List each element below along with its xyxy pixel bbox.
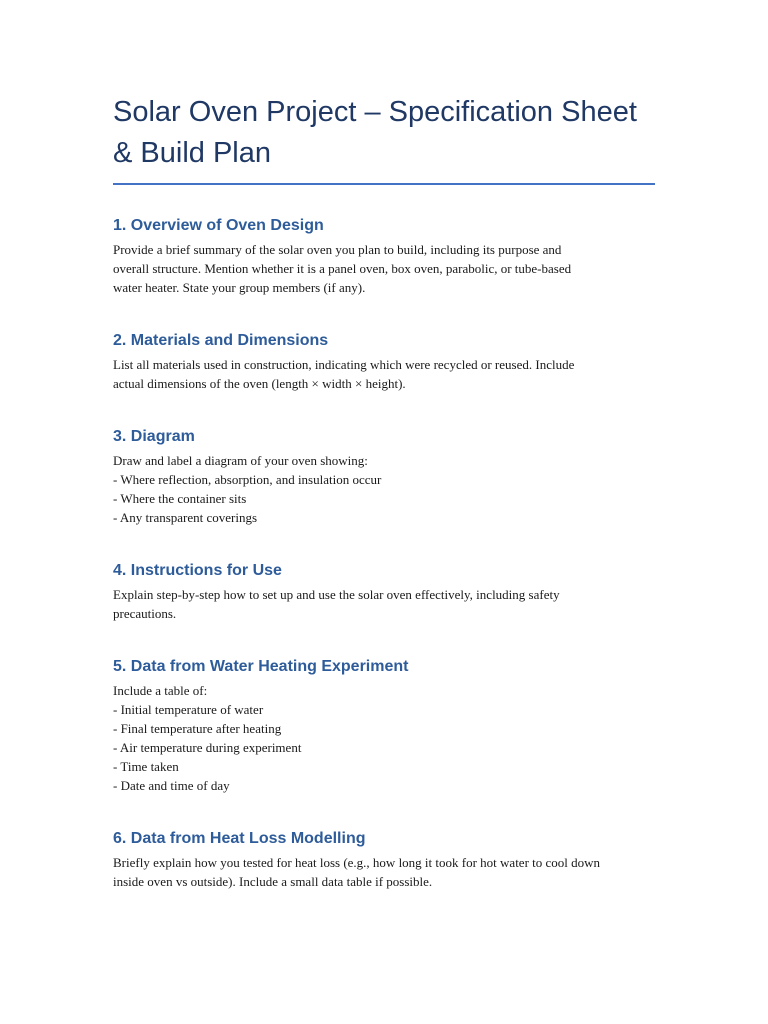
body-line: Draw and label a diagram of your oven showing: [113,453,368,468]
body-line: - Where reflection, absorption, and insulation occur [113,472,382,487]
section-body [113,355,655,393]
section-overview [113,215,655,297]
body-line: precautions. [113,606,177,621]
body-line: Include a table of: [113,683,208,698]
section-body [113,853,655,891]
body-line: overall structure. Mention whether it is a panel oven, box oven, parabolic, or tube-based [113,261,572,276]
section-instructions [113,560,655,623]
body-line: - Initial temperature of water [113,702,264,717]
body-line: - Air temperature during experiment [113,740,302,755]
section-materials [113,330,655,393]
section-heading: 5. Data from Water Heating Experiment [113,658,409,675]
section-body [113,240,655,297]
section-body [113,681,655,795]
body-line: water heater. State your group members (if any). [113,280,366,295]
body-line: Briefly explain how you tested for heat loss (e.g., how long it took for hot water to cool down [113,855,601,870]
body-line: - Final temperature after heating [113,721,282,736]
body-line: - Any transparent coverings [113,510,258,525]
document-title: Solar Oven Project – Specification Sheet & Build Plan [113,92,655,185]
section-water-heating-data [113,656,655,795]
document-page [113,92,655,891]
section-heading: 6. Data from Heat Loss Modelling [113,830,366,847]
section-heading: 3. Diagram [113,428,195,445]
section-body [113,585,655,623]
body-line: - Where the container sits [113,491,247,506]
section-body [113,451,655,527]
body-line: - Date and time of day [113,778,230,793]
section-heading: 4. Instructions for Use [113,562,282,579]
body-line: actual dimensions of the oven (length × width × height). [113,376,406,391]
body-line: - Time taken [113,759,179,774]
section-heading: 1. Overview of Oven Design [113,217,324,234]
section-heat-loss-data [113,828,655,891]
body-line: Explain step-by-step how to set up and use the solar oven effectively, including safety [113,587,560,602]
section-heading: 2. Materials and Dimensions [113,332,329,349]
body-line: Provide a brief summary of the solar oven you plan to build, including its purpose and [113,242,562,257]
section-diagram [113,426,655,527]
body-line: List all materials used in construction, indicating which were recycled or reused. Include [113,357,575,372]
body-line: inside oven vs outside). Include a small data table if possible. [113,874,433,889]
